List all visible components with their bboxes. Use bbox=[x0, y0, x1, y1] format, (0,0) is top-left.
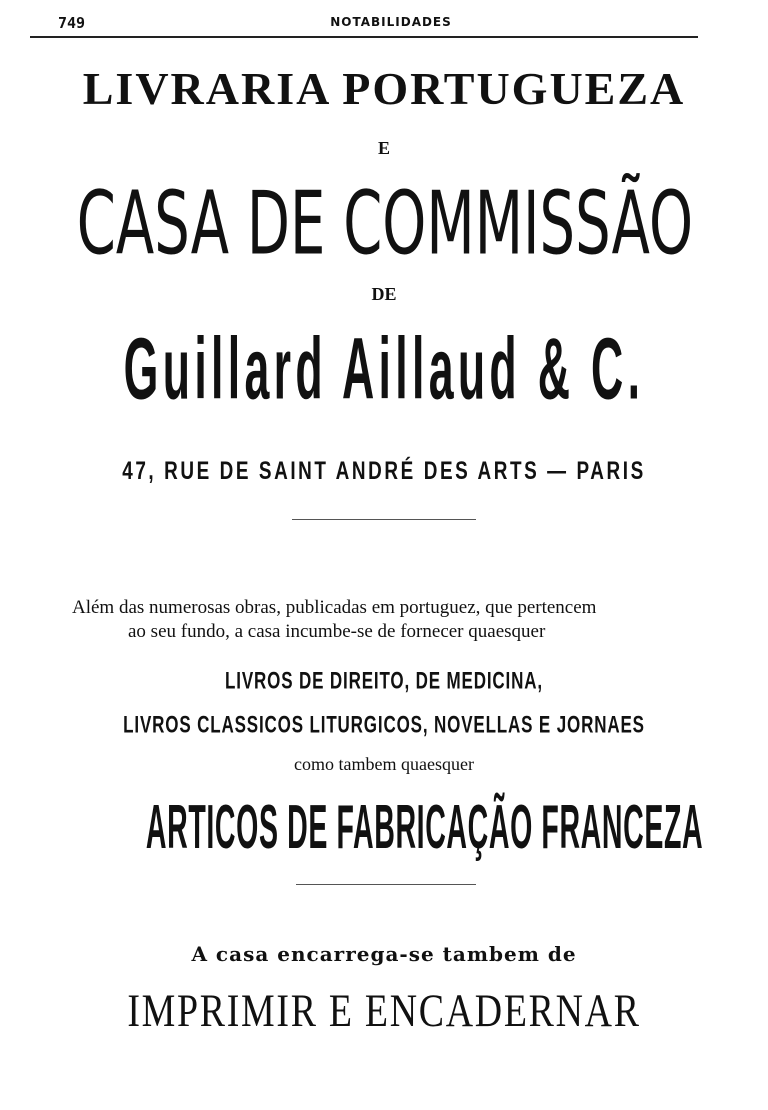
ad-title: LIVRARIA PORTUGUEZA bbox=[82, 63, 686, 114]
running-head: NOTABILIDADES bbox=[330, 15, 452, 29]
books-line-1: LIVROS DE DIREITO, DE MEDICINA, bbox=[225, 668, 543, 695]
page-number: 749 bbox=[58, 14, 86, 32]
also-offer-text: A casa encarrega-se tambem de bbox=[191, 942, 577, 966]
intro-paragraph bbox=[72, 596, 704, 644]
address: 47, RUE DE SAINT ANDRÉ DES ARTS — PARIS bbox=[122, 456, 646, 485]
ad-subtitle: CASA DE COMMISSÃO bbox=[76, 172, 694, 275]
services-heading: IMPRIMIR E ENCADERNAR bbox=[127, 985, 641, 1037]
divider-rule bbox=[296, 884, 476, 885]
also-text: como tambem quaesquer bbox=[294, 754, 474, 774]
books-line-2: LIVROS CLASSICOS LITURGICOS, NOVELLAS E JORNAES bbox=[123, 712, 645, 739]
preposition-de: DE bbox=[371, 284, 397, 304]
intro-line-2: ao seu fundo, a casa incumbe-se de fornecer quaesquer bbox=[128, 621, 546, 642]
firm-name: Guillard Aillaud & C. bbox=[123, 321, 645, 418]
page-header bbox=[30, 14, 698, 38]
articles-heading: ARTICOS DE FABRICAÇÃO FRANCEZA bbox=[145, 791, 704, 862]
intro-line-1: Além das numerosas obras, publicadas em portuguez, que pertencem bbox=[72, 597, 597, 618]
divider-rule bbox=[292, 519, 476, 520]
conjunction-e: E bbox=[377, 138, 390, 158]
